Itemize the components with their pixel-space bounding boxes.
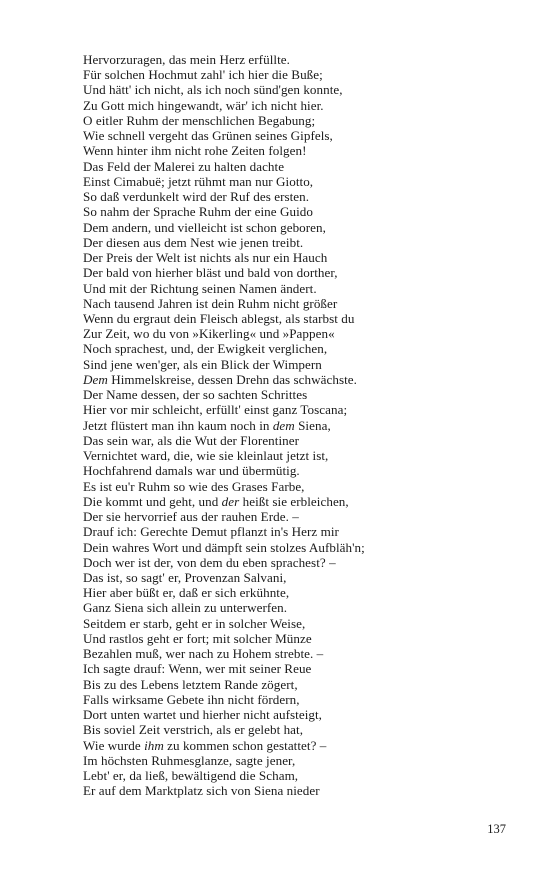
poem-line [83,52,503,67]
poem-line [83,159,503,174]
poem-line-text: Falls wirksame Gebete ihn nicht fördern, [83,691,300,707]
poem-line-text: Wenn du ergraut dein Fleisch ablegst, als starbst du [83,310,355,326]
poem-line [83,707,503,722]
poem-line [83,631,503,646]
poem-line [83,372,503,387]
poem-line [83,220,503,235]
poem-line-text: O eitler Ruhm der menschlichen Begabung; [83,112,316,128]
poem-line [83,738,503,753]
poem-line [83,296,503,311]
poem-line-text: Der bald von hierher bläst und bald von dorther, [83,265,338,281]
poem-text-block [83,52,503,798]
poem-line-text: So nahm der Sprache Ruhm der eine Guido [83,204,313,220]
poem-line-text: Vernichtet ward, die, wie sie kleinlaut jetzt ist, [83,448,329,464]
poem-line-text: Die kommt und geht, und [83,493,222,509]
poem-line-text: Ich sagte drauf: Wenn, wer mit seiner Reue [83,661,312,677]
poem-line-text: Hier aber büßt er, daß er sich erkühnte, [83,585,290,601]
poem-line-text: Ganz Siena sich allein zu unterwerfen. [83,600,288,616]
poem-line [83,67,503,82]
poem-line-text: Lebt' er, da ließ, bewältigend die Scham, [83,768,299,784]
poem-line-text: Im höchsten Ruhmesglanze, sagte jener, [83,752,296,768]
poem-line [83,585,503,600]
poem-line-text: Dein wahres Wort und dämpft sein stolzes Aufbläh'n; [83,539,365,555]
poem-line-text: Hervorzuragen, das mein Herz erfüllte. [83,52,290,67]
poem-line-text: So daß verdunkelt wird der Ruf des ersten. [83,189,310,205]
poem-line [83,311,503,326]
poem-line [83,722,503,737]
poem-line-text: heißt sie erbleichen, [239,493,349,509]
poem-line-text: Jetzt flüstert man ihn kaum noch in [83,417,273,433]
poem-line-text: Dort unten wartet und hierher nicht aufsteigt, [83,707,323,723]
poem-line [83,265,503,280]
poem-line [83,661,503,676]
poem-line [83,113,503,128]
poem-line [83,555,503,570]
poem-line-text: Nach tausend Jahren ist dein Ruhm nicht größer [83,295,338,311]
poem-line [83,509,503,524]
poem-line [83,677,503,692]
poem-line [83,600,503,615]
poem-line-text: Hochfahrend damals war und übermütig. [83,463,300,479]
poem-line [83,418,503,433]
poem-line [83,463,503,478]
poem-line-text: Und mit der Richtung seinen Namen ändert. [83,280,317,296]
poem-line-text: Himmelskreise, dessen Drehn das schwächste. [107,371,357,387]
poem-line [83,204,503,219]
poem-line-text: Hier vor mir schleicht, erfüllt' einst ganz Toscana; [83,402,348,418]
poem-line-text: Bezahlen muß, wer nach zu Hohem strebte. – [83,646,324,662]
poem-line [83,433,503,448]
poem-line [83,128,503,143]
poem-line-text: Er auf dem Marktplatz sich von Siena nieder [83,783,320,799]
poem-line [83,189,503,204]
poem-line [83,646,503,661]
poem-line-text: Und hätt' ich nicht, als ich noch sünd'gen konnte, [83,82,343,98]
poem-line-italic-text: Dem [83,371,108,387]
poem-line [83,524,503,539]
poem-line [83,82,503,97]
poem-line [83,402,503,417]
poem-line-text: Der Preis der Welt ist nichts als nur ein Hauch [83,250,328,266]
poem-line [83,692,503,707]
poem-line [83,768,503,783]
poem-line-text: Für solchen Hochmut zahl' ich hier die Buße; [83,67,323,83]
poem-line [83,281,503,296]
poem-line-text: Siena, [294,417,331,433]
poem-line [83,616,503,631]
poem-line [83,540,503,555]
poem-line-text: Das ist, so sagt' er, Provenzan Salvani, [83,569,287,585]
poem-line-text: Dem andern, und vielleicht ist schon geboren, [83,219,326,235]
poem-line [83,341,503,356]
poem-line [83,143,503,158]
poem-line-text: Doch wer ist der, von dem du eben sprachest? – [83,554,336,570]
poem-line [83,387,503,402]
poem-line-text: Sind jene wen'ger, als ein Blick der Wimpern [83,356,322,372]
poem-line-text: Der sie hervorrief aus der rauhen Erde. – [83,509,299,525]
poem-line-text: Das sein war, als die Wut der Florentiner [83,432,300,448]
poem-line-text: Der diesen aus dem Nest wie jenen treibt. [83,234,304,250]
poem-line [83,357,503,372]
poem-line [83,326,503,341]
poem-line-italic-text: dem [272,417,295,433]
poem-line-text: Seitdem er starb, geht er in solcher Weise, [83,615,306,631]
poem-line-text: Zur Zeit, wo du von »Kikerling« und »Pappen« [83,326,335,342]
poem-line [83,783,503,798]
poem-line-text: Bis soviel Zeit verstrich, als er gelebt hat, [83,722,304,738]
poem-line [83,494,503,509]
poem-line-text: Das Feld der Malerei zu halten dachte [83,158,285,174]
poem-line-text: Noch sprachest, und, der Ewigkeit verglichen, [83,341,328,357]
poem-line-text: Zu Gott mich hingewandt, wär' ich nicht hier. [83,97,324,113]
poem-line-text: Einst Cimabuë; jetzt rühmt man nur Giotto, [83,173,314,189]
poem-line-text: Wie wurde [83,737,145,753]
poem-line-italic-text: der [221,493,240,509]
poem-line-text: Drauf ich: Gerechte Demut pflanzt in's Herz mir [83,524,339,540]
poem-line-text: Es ist eu'r Ruhm so wie des Grases Farbe, [83,478,305,494]
poem-line [83,448,503,463]
poem-line-text: Wenn hinter ihm nicht rohe Zeiten folgen! [83,143,307,159]
page-number: 137 [487,822,506,836]
poem-line [83,235,503,250]
poem-line [83,250,503,265]
poem-line [83,570,503,585]
poem-line [83,174,503,189]
poem-line-text: Wie schnell vergeht das Grünen seines Gipfels, [83,128,333,144]
poem-line-text: zu kommen schon gestattet? – [163,737,327,753]
poem-line-text: Der Name dessen, der so sachten Schrittes [83,387,308,403]
poem-line-italic-text: ihm [144,737,164,753]
poem-line-text: Und rastlos geht er fort; mit solcher Münze [83,630,312,646]
poem-line [83,479,503,494]
poem-line [83,753,503,768]
poem-line [83,98,503,113]
poem-line-text: Bis zu des Lebens letztem Rande zögert, [83,676,298,692]
